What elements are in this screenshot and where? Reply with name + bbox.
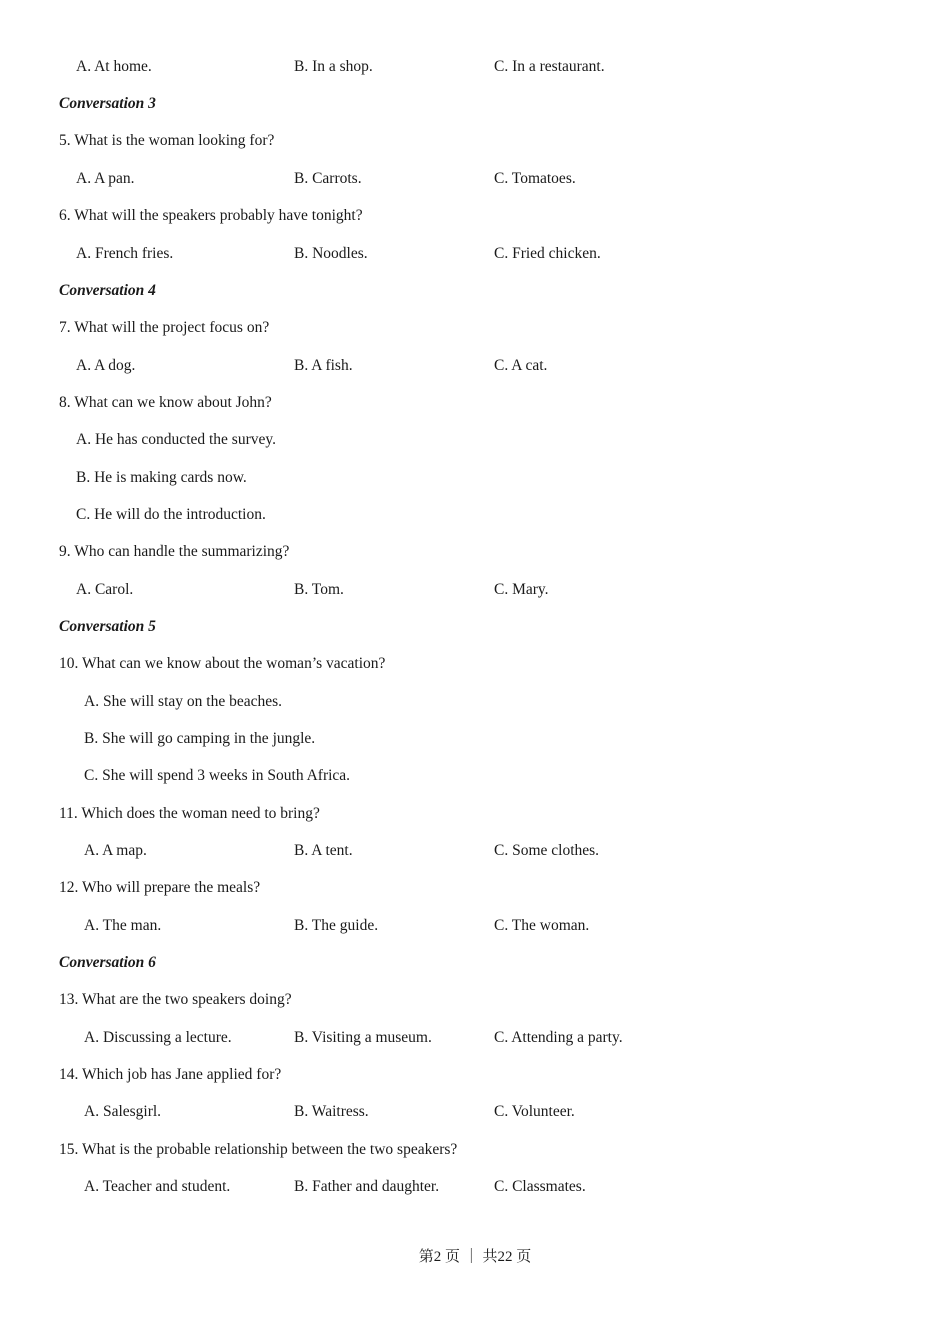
- q12-option-b: B. The guide.: [294, 917, 379, 934]
- q11-option-c: C. Some clothes.: [494, 842, 600, 859]
- q13-option-c: C. Attending a party.: [494, 1029, 623, 1046]
- q11-option-b: B. A tent.: [294, 842, 353, 859]
- q10-option-b: B. She will go camping in the jungle.: [84, 730, 316, 747]
- q4-option-a: A. At home.: [76, 58, 152, 75]
- q10-text: 10. What can we know about the woman’s vacation?: [59, 655, 386, 672]
- q13-option-a: A. Discussing a lecture.: [84, 1029, 232, 1046]
- q11-option-a: A. A map.: [84, 842, 147, 859]
- q6-option-b: B. Noodles.: [294, 245, 368, 262]
- q14-text: 14. Which job has Jane applied for?: [59, 1066, 282, 1083]
- q5-option-a: A. A pan.: [76, 170, 135, 187]
- q14-option-c: C. Volunteer.: [494, 1103, 575, 1120]
- conversation-6-heading: Conversation 6: [59, 954, 156, 971]
- q9-option-a: A. Carol.: [76, 581, 134, 598]
- q9-option-b: B. Tom.: [294, 581, 344, 598]
- q6-option-a: A. French fries.: [76, 245, 174, 262]
- q7-option-c: C. A cat.: [494, 357, 548, 374]
- q14-option-b: B. Waitress.: [294, 1103, 369, 1120]
- q9-text: 9. Who can handle the summarizing?: [59, 543, 290, 560]
- q15-option-b: B. Father and daughter.: [294, 1178, 440, 1195]
- q5-text: 5. What is the woman looking for?: [59, 132, 275, 149]
- conversation-5-heading: Conversation 5: [59, 618, 156, 635]
- q8-option-b: B. He is making cards now.: [76, 469, 247, 486]
- conversation-4-heading: Conversation 4: [59, 282, 156, 299]
- q15-option-c: C. Classmates.: [494, 1178, 586, 1195]
- q5-option-b: B. Carrots.: [294, 170, 362, 187]
- q8-text: 8. What can we know about John?: [59, 394, 272, 411]
- q7-option-a: A. A dog.: [76, 357, 136, 374]
- q8-option-c: C. He will do the introduction.: [76, 506, 266, 523]
- q5-option-c: C. Tomatoes.: [494, 170, 576, 187]
- q10-option-a: A. She will stay on the beaches.: [84, 693, 283, 710]
- q15-option-a: A. Teacher and student.: [84, 1178, 231, 1195]
- q4-option-b: B. In a shop.: [294, 58, 373, 75]
- q12-option-a: A. The man.: [84, 917, 162, 934]
- q11-text: 11. Which does the woman need to bring?: [59, 805, 320, 822]
- q9-option-c: C. Mary.: [494, 581, 549, 598]
- q12-text: 12. Who will prepare the meals?: [59, 879, 261, 896]
- q6-option-c: C. Fried chicken.: [494, 245, 601, 262]
- page-footer: 第2 页 ｜ 共22 页: [418, 1249, 532, 1265]
- q12-option-c: C. The woman.: [494, 917, 590, 934]
- conversation-3-heading: Conversation 3: [59, 95, 156, 112]
- q8-option-a: A. He has conducted the survey.: [76, 431, 277, 448]
- q10-option-c: C. She will spend 3 weeks in South Africa.: [84, 767, 351, 784]
- q13-option-b: B. Visiting a museum.: [294, 1029, 432, 1046]
- q6-text: 6. What will the speakers probably have tonight?: [59, 207, 363, 224]
- q7-option-b: B. A fish.: [294, 357, 353, 374]
- q14-option-a: A. Salesgirl.: [84, 1103, 162, 1120]
- q13-text: 13. What are the two speakers doing?: [59, 991, 292, 1008]
- q15-text: 15. What is the probable relationship between the two speakers?: [59, 1141, 458, 1158]
- q7-text: 7. What will the project focus on?: [59, 319, 270, 336]
- q4-option-c: C. In a restaurant.: [494, 58, 605, 75]
